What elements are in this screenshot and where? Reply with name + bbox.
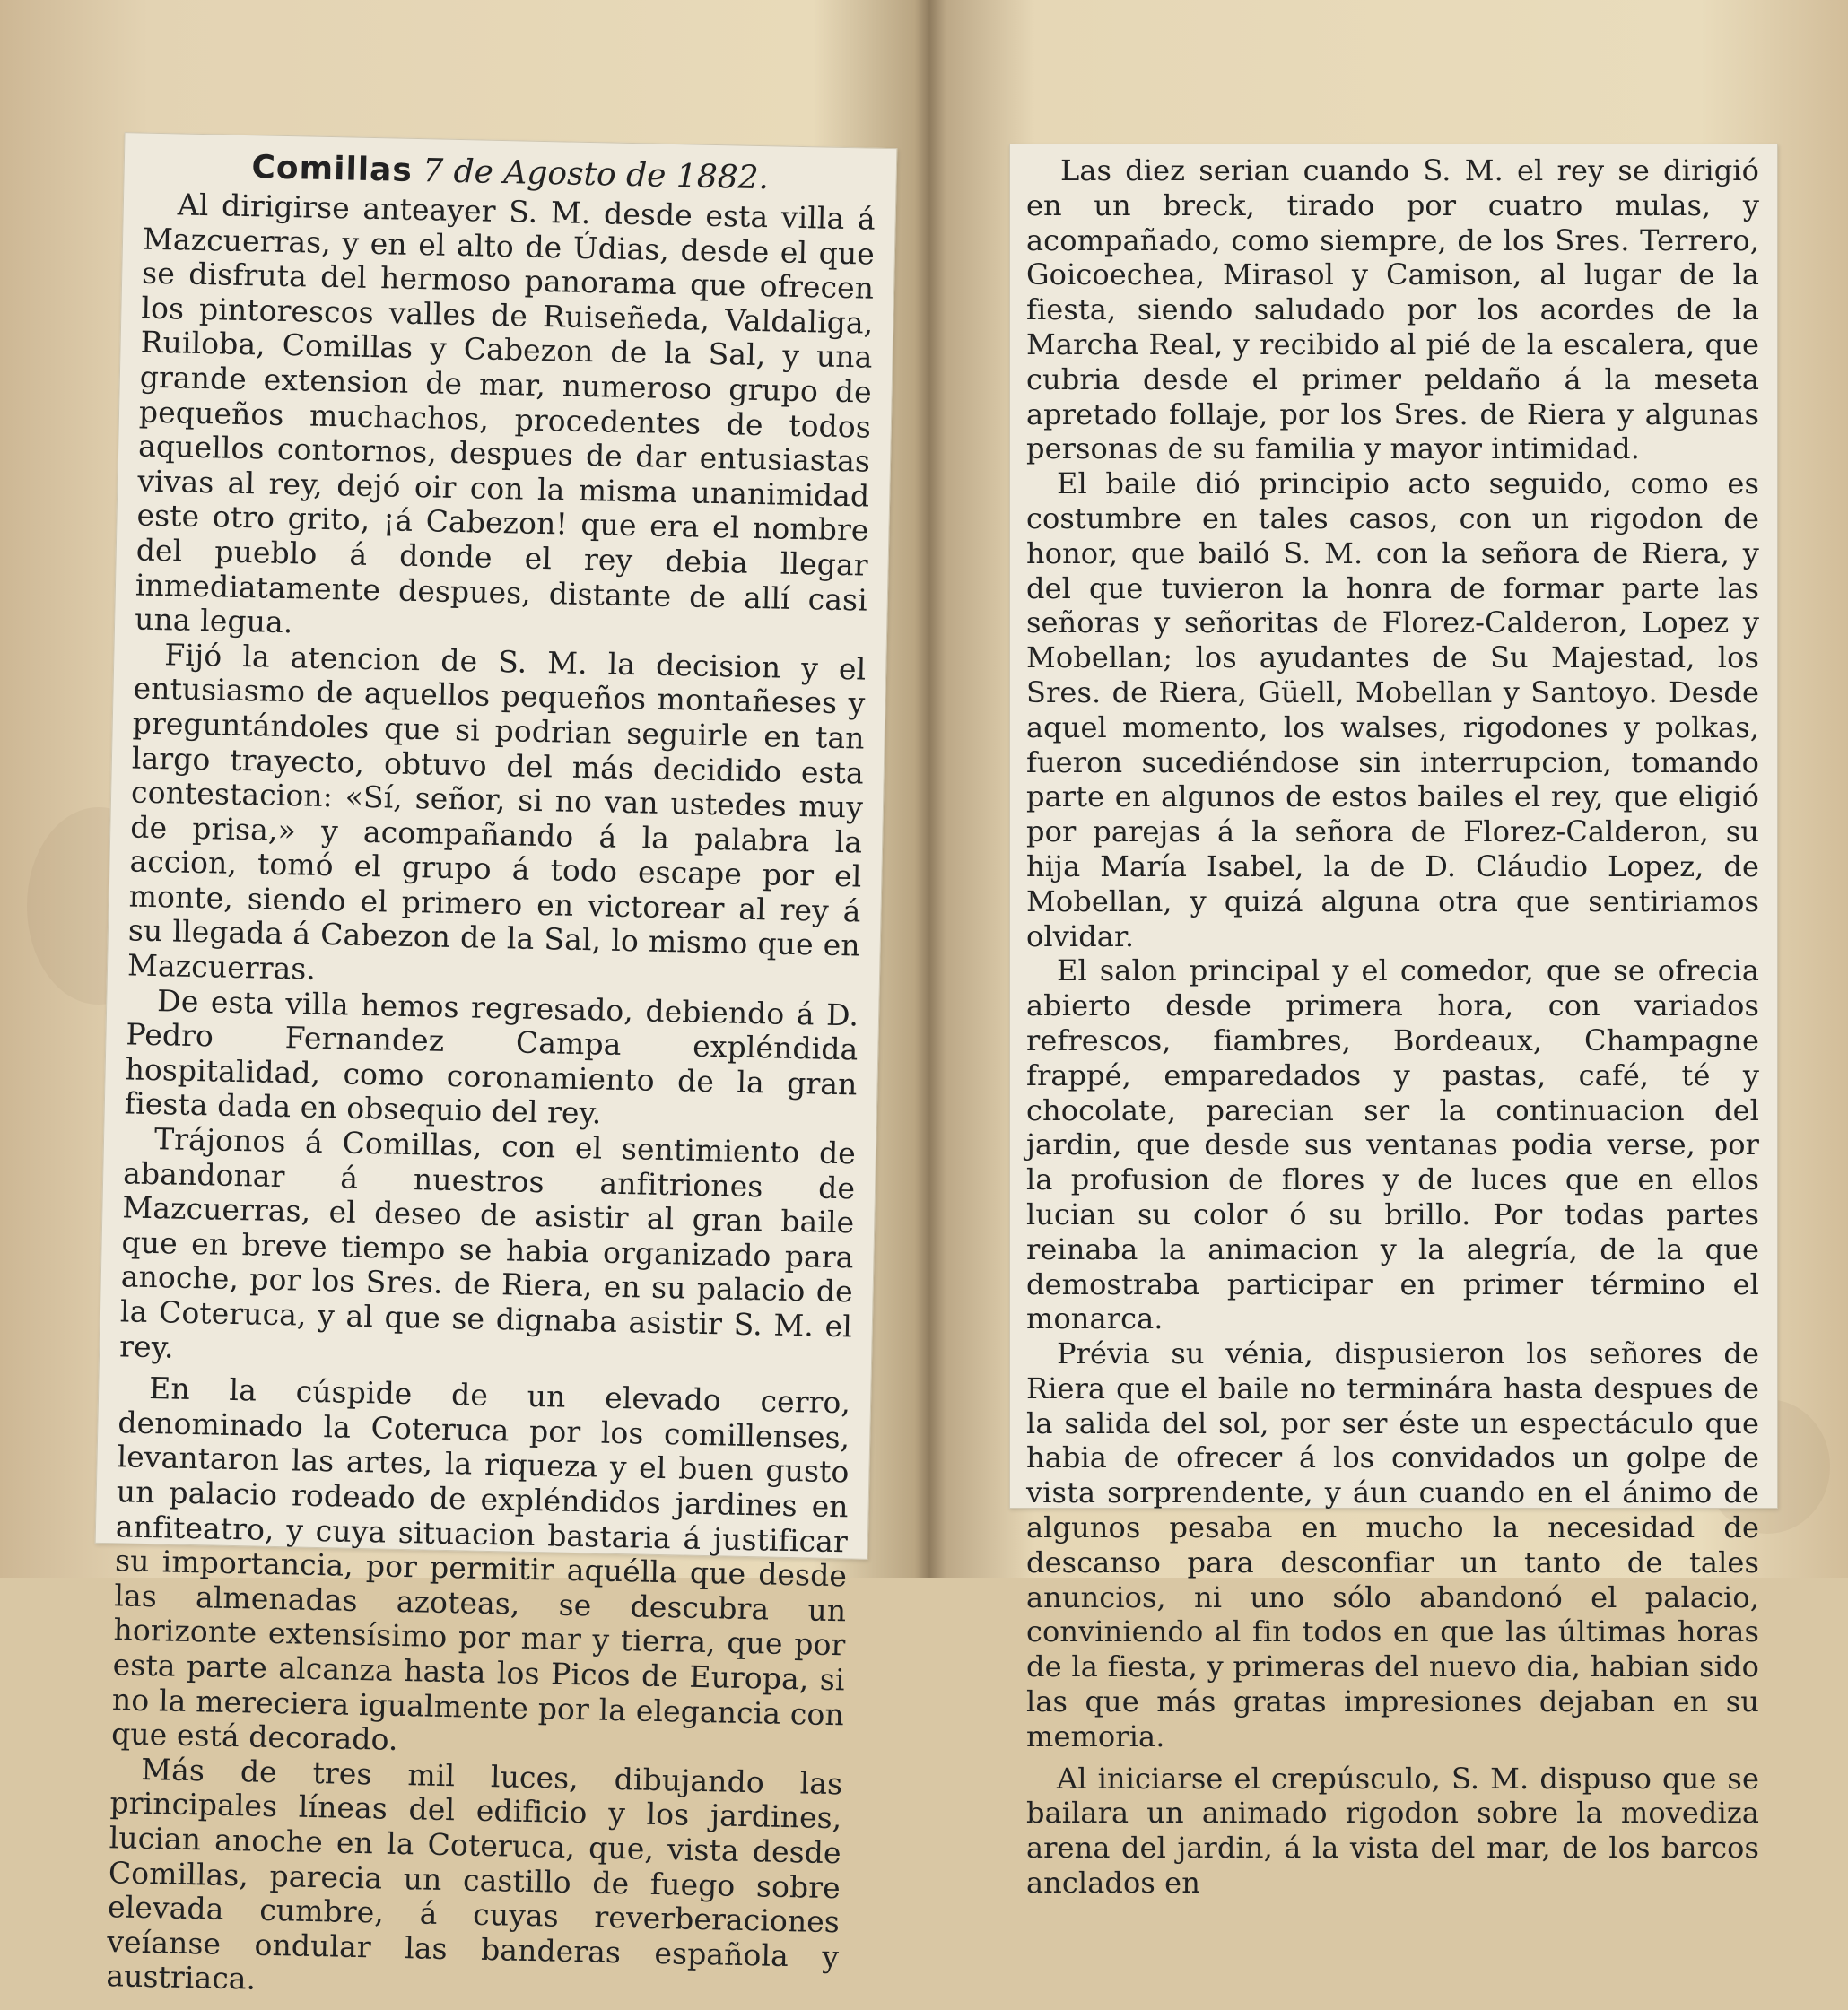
right-paragraph-3: El salon principal y el comedor, que se ofrecia abierto desde primera hora, con variados refrescos, fiambres, Bordeaux, Champagne frappé, emparedados y pastas, café, té y chocolate, parecian ser la continuacion del jardin, que desde sus ventanas podia verse, por la profusion de flores y de luces que en ellos lucian su color ó su brillo. Por todas partes reinaba la animacion y la alegría, de la que demostraba participar en primer término el monarca. <box>1026 953 1759 1336</box>
right-paragraph-2: El baile dió principio acto seguido, como es costumbre en tales casos, con un rigodon de honor, que bailó S. M. con la señora de Riera, y del que tuvieron la honra de formar parte las señoras y señoritas de Florez-Calderon, Lopez y Mobellan; los ayudantes de Su Majestad, los Sres. de Riera, Güell, Mobellan y Santoyo. Desde aquel momento, los walses, rigodones y polkas, fueron sucediéndose sin interrupcion, tomando parte en algunos de estos bailes el rey, que eligió por parejas á la señora de Florez-Calderon, su hija María Isabel, la de D. Cláudio Lopez, de Mobellan, y quizá alguna otra que sentiriamos olvidar. <box>1026 466 1759 953</box>
right-paragraph-4: Prévia su vénia, dispusieron los señores de Riera que el baile no terminára hasta despues de la salida del sol, por ser éste un espectáculo que habia de ofrecer á los convidados un golpe de vista sorprendente, y áun cuando en el ánimo de algunos pesaba en mucho la necesidad de descanso para desconfiar un tanto de tales anuncios, ni uno sólo abandonó el palacio, conviniendo al fin todos en que las últimas horas de la fiesta, y primeras del nuevo dia, habian sido las que más gratas impresiones dejaban en su memoria. <box>1026 1336 1759 1753</box>
left-paragraph-6: Más de tres mil luces, dibujando las principales líneas del edificio y los jardines, lucian anoche en la Coteruca, que, vista desde Comillas, parecia un castillo de fuego sobre elevada cumbre, á cuyas reverberaciones veíanse ondular las banderas española y austriaca. <box>106 1751 843 1997</box>
right-paragraph-5: Al iniciarse el crepúsculo, S. M. dispuso que se bailara un animado rigodon sobre la movediza arena del jardin, á la vista del mar, de los barcos anclados en <box>1026 1761 1759 1901</box>
header-date: 7 de Agosto de 1882. <box>422 152 770 197</box>
left-newspaper-clipping <box>95 132 898 1997</box>
right-paragraph-1: Las diez serian cuando S. M. el rey se dirigió en un breck, tirado por cuatro mulas, y acompañado, como siempre, de los Sres. Terrero, Goicoechea, Mirasol y Camison, al lugar de la fiesta, siendo saludado por los acordes de la Marcha Real, y recibido al pié de la escalera, que cubria desde el primer peldaño á la meseta apretado follaje, por los Sres. de Riera y algunas personas de su familia y mayor intimidad. <box>1026 153 1759 466</box>
header-place: Comillas <box>251 149 414 189</box>
left-paragraph-5: En la cúspide de un elevado cerro, denominado la Coteruca por los comillenses, levantaron las artes, la riqueza y el buen gusto un palacio rodeado de expléndidos jardines en anfiteatro, y cuya situacion bastaria á justificar su importancia, por permitir aquélla que desde las almenadas azoteas, se descubra un horizonte extensísimo por mar y tierra, que por esta parte alcanza hasta los Picos de Europa, si no la mereciera igualmente por la elegancia con que está decorado. <box>110 1370 851 1758</box>
left-paragraph-4: Trájonos á Comillas, con el sentimiento de abandonar á nuestros anfitriones de Mazcuerras, el deseo de asistir al gran baile que en breve tiempo se habia organizado para anoche, por los Sres. de Riera, en su palacio de la Coteruca, y al que se dignaba asistir S. M. el rey. <box>118 1121 857 1365</box>
left-paragraph-2: Fijó la atencion de S. M. la decision y el entusiasmo de aquellos pequeños montañeses y preguntándoles que si podrian seguirle en tan largo trayecto, obtuvo del más decidido esta contestacion: «Sí, señor, si no van ustedes muy de prisa,» y acompañando á la palabra la accion, tomó el grupo á todo escape por el monte, siendo el primero en victorear al rey á su llegada á Cabezon de la Sal, lo mismo que en Mazcuerras. <box>126 636 867 987</box>
left-paragraph-1: Al dirigirse anteayer S. M. desde esta villa á Mazcuerras, y en el alto de Údias, desde el que se disfruta del hermoso panorama que ofrecen los pintorescos valles de Ruiseñeda, Valdaliga, Ruiloba, Comillas y Cabezon de la Sal, y una grande extension de mar, numeroso grupo de pequeños muchachos, procedentes de todos aquellos contornos, despues de dar entusiastas vivas al rey, dejó oir con la misma unanimidad este otro grito, ¡á Cabezon! que era el nombre del pueblo á donde el rey debia llegar inmediatamente despues, distante de allí casi una legua. <box>134 187 876 640</box>
right-newspaper-clipping <box>1009 144 1778 1901</box>
left-paragraph-3: De esta villa hemos regresado, debiendo á D. Pedro Fernandez Campa expléndida hospitalidad, como coronamiento de la gran fiesta dada en obsequio del rey. <box>124 982 859 1131</box>
